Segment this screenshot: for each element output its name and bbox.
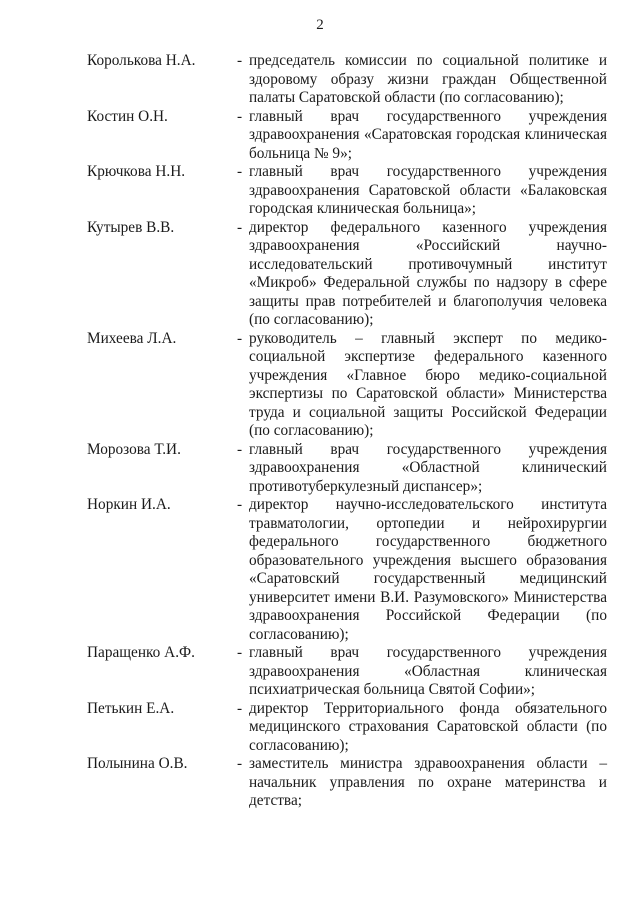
entry-dash: - [237, 218, 243, 236]
member-position: руководитель – главный эксперт по медико-социальной экспертизе федерального казенного учреждения «Главное бюро медико-социальной экспертизы по Саратовской области» Министерства труда и социальной защиты Российской Федерации (по согласованию); [249, 329, 607, 439]
entry-dash: - [237, 107, 243, 125]
member-position: председатель комиссии по социальной политике и здоровому образу жизни граждан Общественной палаты Саратовской области (по согласованию); [249, 52, 607, 106]
roster-entry [87, 219, 607, 330]
member-name: Крючкова Н.Н. [87, 163, 186, 180]
entry-dash: - [237, 163, 243, 180]
member-position: директор федерального казенного учреждения здравоохранения «Российский научно-исследовательский противочумный институт «Микроб» Федеральной службы по надзору в сфере защиты прав потребителей и благополучия человека (по согласованию); [249, 218, 607, 328]
roster-entry [87, 108, 607, 164]
entry-dash: - [237, 496, 243, 513]
member-position: директор научно-исследовательского института травматологии, ортопедии и нейрохирургии федерального государственного бюджетного образовательного учреждения высшего образования «Саратовский государственный медицинский университет имени В.И. Разумовского» Министерства здравоохранения Российской Федерации (по согласованию); [249, 496, 607, 643]
member-position: главный врач государственного учреждения здравоохранения «Областная клиническая психиатрическая больница Святой Софии»; [249, 644, 607, 698]
member-name: Морозова Т.И. [87, 440, 181, 458]
member-name: Королькова Н.А. [87, 52, 196, 69]
entry-dash: - [237, 699, 243, 717]
member-position: главный врач государственного учреждения здравоохранения «Саратовская городская клиническая больница № 9»; [249, 107, 607, 162]
member-name: Костин О.Н. [87, 107, 168, 125]
member-position: главный врач государственного учреждения здравоохранения Саратовской области «Балаковская городская клиническая больница»; [249, 163, 607, 217]
page-number: 2 [316, 17, 324, 33]
member-name: Кутырев В.В. [87, 218, 175, 236]
member-name: Петькин Е.А. [87, 699, 175, 717]
member-name: Полынина О.В. [87, 755, 188, 772]
roster-entry [87, 496, 607, 644]
member-position: заместитель министра здравоохранения области – начальник управления по охране материнства и детства; [249, 755, 607, 809]
roster-entry [87, 330, 607, 441]
roster-entry [87, 700, 607, 756]
entry-dash: - [237, 440, 243, 458]
roster-entry [87, 644, 607, 700]
entry-dash: - [237, 329, 243, 347]
member-name: Михеева Л.А. [87, 329, 177, 347]
member-name: Паращенко А.Ф. [87, 644, 195, 661]
roster-entry [87, 163, 607, 219]
commission-roster [87, 52, 607, 811]
roster-entry [87, 755, 607, 811]
entry-dash: - [237, 755, 243, 772]
roster-entry [87, 52, 607, 108]
member-position: директор Территориального фонда обязательного медицинского страхования Саратовской области (по согласованию); [249, 699, 607, 754]
roster-entry [87, 441, 607, 497]
entry-dash: - [237, 644, 243, 661]
member-name: Норкин И.А. [87, 496, 171, 513]
entry-dash: - [237, 52, 243, 69]
member-position: главный врач государственного учреждения здравоохранения «Областной клинический противотуберкулезный диспансер»; [249, 440, 607, 495]
